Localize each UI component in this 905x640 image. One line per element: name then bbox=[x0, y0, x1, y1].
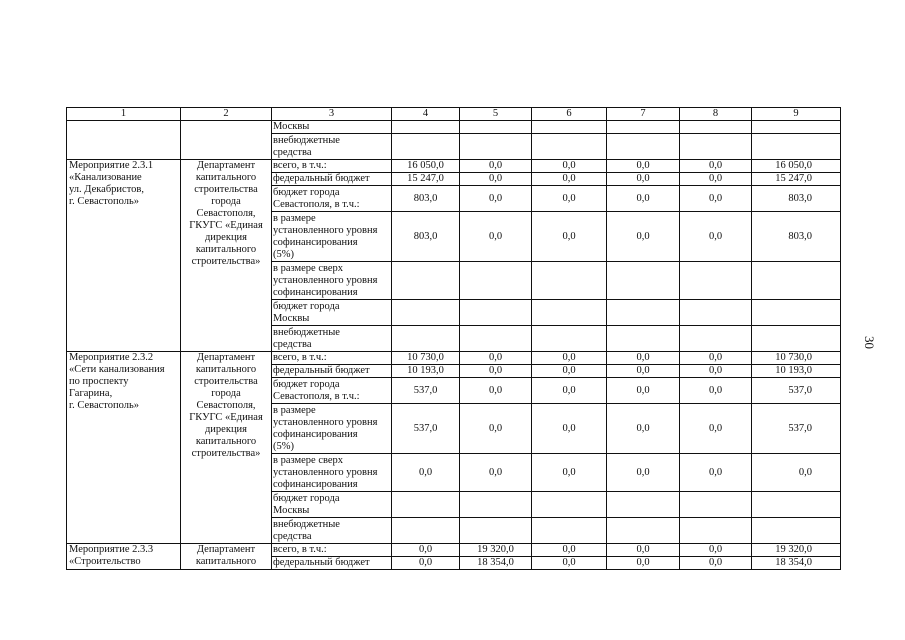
amount-cell bbox=[680, 518, 752, 544]
amount-cell: 0,0 bbox=[460, 173, 532, 186]
amount-cell: 0,0 bbox=[680, 557, 752, 570]
amount-cell: 537,0 bbox=[392, 378, 460, 404]
funding-source: всего, в т.ч.: bbox=[272, 352, 392, 365]
funding-source: внебюджетные средства bbox=[272, 134, 392, 160]
amount-cell: 803,0 bbox=[392, 186, 460, 212]
amount-cell: 0,0 bbox=[680, 352, 752, 365]
amount-cell bbox=[460, 326, 532, 352]
amount-cell: 0,0 bbox=[532, 454, 607, 492]
amount-cell: 0,0 bbox=[607, 365, 680, 378]
amount-cell: 15 247,0 bbox=[392, 173, 460, 186]
amount-cell: 0,0 bbox=[460, 352, 532, 365]
amount-cell: 0,0 bbox=[532, 544, 607, 557]
amount-cell bbox=[680, 326, 752, 352]
amount-cell: 0,0 bbox=[680, 404, 752, 454]
amount-cell: 0,0 bbox=[532, 173, 607, 186]
amount-cell bbox=[752, 262, 841, 300]
amount-cell: 0,0 bbox=[607, 544, 680, 557]
header-cell: 4 bbox=[392, 108, 460, 121]
amount-cell: 0,0 bbox=[607, 212, 680, 262]
amount-cell: 0,0 bbox=[460, 378, 532, 404]
amount-cell: 18 354,0 bbox=[752, 557, 841, 570]
funding-source: в размере сверх установленного уровня софинансирования bbox=[272, 454, 392, 492]
funding-source: бюджет города Севастополя, в т.ч.: bbox=[272, 186, 392, 212]
amount-cell: 537,0 bbox=[752, 378, 841, 404]
funding-source: федеральный бюджет bbox=[272, 173, 392, 186]
amount-cell: 0,0 bbox=[607, 352, 680, 365]
amount-cell bbox=[532, 300, 607, 326]
amount-cell: 537,0 bbox=[392, 404, 460, 454]
amount-cell bbox=[532, 262, 607, 300]
funding-source: внебюджетные средства bbox=[272, 326, 392, 352]
funding-source: федеральный бюджет bbox=[272, 365, 392, 378]
amount-cell bbox=[752, 300, 841, 326]
amount-cell: 803,0 bbox=[752, 186, 841, 212]
amount-cell: 0,0 bbox=[460, 186, 532, 212]
amount-cell: 16 050,0 bbox=[752, 160, 841, 173]
amount-cell: 0,0 bbox=[680, 173, 752, 186]
header-cell: 6 bbox=[532, 108, 607, 121]
header-cell: 1 bbox=[67, 108, 181, 121]
amount-cell bbox=[752, 518, 841, 544]
amount-cell: 19 320,0 bbox=[752, 544, 841, 557]
amount-cell: 537,0 bbox=[752, 404, 841, 454]
header-cell: 8 bbox=[680, 108, 752, 121]
funding-source: в размере установленного уровня софинансирования (5%) bbox=[272, 404, 392, 454]
funding-source: бюджет города Москвы bbox=[272, 492, 392, 518]
header-row bbox=[67, 108, 841, 121]
amount-cell: 0,0 bbox=[460, 365, 532, 378]
amount-cell: 0,0 bbox=[607, 454, 680, 492]
executor-name: Департамент капитального bbox=[181, 544, 272, 570]
amount-cell: 0,0 bbox=[392, 544, 460, 557]
header-cell: 7 bbox=[607, 108, 680, 121]
amount-cell: 0,0 bbox=[460, 212, 532, 262]
funding-source: всего, в т.ч.: bbox=[272, 544, 392, 557]
amount-cell: 0,0 bbox=[680, 160, 752, 173]
header-cell: 9 bbox=[752, 108, 841, 121]
executor-name: Департамент капитального строительства города Севастополя, ГКУГС «Единая дирекция капитального строительства» bbox=[181, 160, 272, 352]
amount-cell: 0,0 bbox=[532, 404, 607, 454]
amount-cell: 0,0 bbox=[460, 454, 532, 492]
measure-cell-empty bbox=[67, 121, 181, 160]
amount-cell: 15 247,0 bbox=[752, 173, 841, 186]
funding-source: в размере установленного уровня софинансирования (5%) bbox=[272, 212, 392, 262]
amount-cell bbox=[752, 492, 841, 518]
amount-cell: 19 320,0 bbox=[460, 544, 532, 557]
funding-source: федеральный бюджет bbox=[272, 557, 392, 570]
executor-cell-empty bbox=[181, 121, 272, 160]
amount-cell: 0,0 bbox=[460, 160, 532, 173]
amount-cell bbox=[607, 518, 680, 544]
amount-cell: 18 354,0 bbox=[460, 557, 532, 570]
funding-source: бюджет города Москвы bbox=[272, 300, 392, 326]
table-row bbox=[67, 121, 841, 134]
amount-cell: 803,0 bbox=[752, 212, 841, 262]
amount-cell: 0,0 bbox=[460, 404, 532, 454]
measure-name: Мероприятие 2.3.2 «Сети канализования по проспекту Гагарина, г. Севастополь» bbox=[67, 352, 181, 544]
amount-cell bbox=[392, 262, 460, 300]
measure-name: Мероприятие 2.3.3 «Строительство bbox=[67, 544, 181, 570]
amount-cell bbox=[607, 326, 680, 352]
funding-source: бюджет города Севастополя, в т.ч.: bbox=[272, 378, 392, 404]
amount-cell: 0,0 bbox=[532, 212, 607, 262]
amount-cell: 0,0 bbox=[392, 454, 460, 492]
amount-cell bbox=[392, 300, 460, 326]
amount-cell: 0,0 bbox=[680, 212, 752, 262]
amount-cell: 0,0 bbox=[532, 378, 607, 404]
page-number: 30 bbox=[862, 336, 877, 349]
amount-cell bbox=[460, 518, 532, 544]
header-cell: 3 bbox=[272, 108, 392, 121]
amount-cell bbox=[752, 326, 841, 352]
amount-cell: 10 730,0 bbox=[752, 352, 841, 365]
amount-cell: 0,0 bbox=[532, 365, 607, 378]
funding-source: внебюджетные средства bbox=[272, 518, 392, 544]
amount-cell: 0,0 bbox=[680, 454, 752, 492]
header-cell: 5 bbox=[460, 108, 532, 121]
funding-source: Москвы bbox=[272, 121, 392, 134]
amount-cell bbox=[460, 492, 532, 518]
table-row bbox=[67, 544, 841, 557]
funding-source: всего, в т.ч.: bbox=[272, 160, 392, 173]
amount-cell bbox=[392, 518, 460, 544]
amount-cell bbox=[680, 300, 752, 326]
budget-table bbox=[66, 107, 841, 570]
amount-cell: 0,0 bbox=[680, 186, 752, 212]
amount-cell: 0,0 bbox=[607, 378, 680, 404]
amount-cell: 0,0 bbox=[532, 352, 607, 365]
table-row bbox=[67, 160, 841, 173]
amount-cell: 10 193,0 bbox=[752, 365, 841, 378]
amount-cell: 803,0 bbox=[392, 212, 460, 262]
amount-cell bbox=[392, 326, 460, 352]
amount-cell: 0,0 bbox=[532, 557, 607, 570]
amount-cell: 0,0 bbox=[680, 544, 752, 557]
amount-cell bbox=[460, 262, 532, 300]
amount-cell bbox=[680, 492, 752, 518]
amount-cell bbox=[532, 492, 607, 518]
amount-cell: 0,0 bbox=[607, 557, 680, 570]
executor-name: Департамент капитального строительства города Севастополя, ГКУГС «Единая дирекция капитального строительства» bbox=[181, 352, 272, 544]
funding-source: в размере сверх установленного уровня софинансирования bbox=[272, 262, 392, 300]
amount-cell bbox=[460, 300, 532, 326]
amount-cell: 0,0 bbox=[607, 186, 680, 212]
amount-cell: 16 050,0 bbox=[392, 160, 460, 173]
amount-cell: 0,0 bbox=[607, 173, 680, 186]
amount-cell: 0,0 bbox=[607, 404, 680, 454]
amount-cell bbox=[532, 326, 607, 352]
amount-cell bbox=[607, 262, 680, 300]
amount-cell bbox=[607, 300, 680, 326]
amount-cell: 0,0 bbox=[392, 557, 460, 570]
amount-cell bbox=[680, 262, 752, 300]
amount-cell: 0,0 bbox=[752, 454, 841, 492]
amount-cell bbox=[532, 518, 607, 544]
amount-cell: 0,0 bbox=[532, 186, 607, 212]
amount-cell: 10 193,0 bbox=[392, 365, 460, 378]
amount-cell bbox=[392, 492, 460, 518]
amount-cell: 10 730,0 bbox=[392, 352, 460, 365]
header-cell: 2 bbox=[181, 108, 272, 121]
amount-cell: 0,0 bbox=[607, 160, 680, 173]
amount-cell: 0,0 bbox=[680, 365, 752, 378]
amount-cell: 0,0 bbox=[680, 378, 752, 404]
table-row bbox=[67, 352, 841, 365]
amount-cell: 0,0 bbox=[532, 160, 607, 173]
amount-cell bbox=[607, 492, 680, 518]
measure-name: Мероприятие 2.3.1 «Канализование ул. Декабристов, г. Севастополь» bbox=[67, 160, 181, 352]
